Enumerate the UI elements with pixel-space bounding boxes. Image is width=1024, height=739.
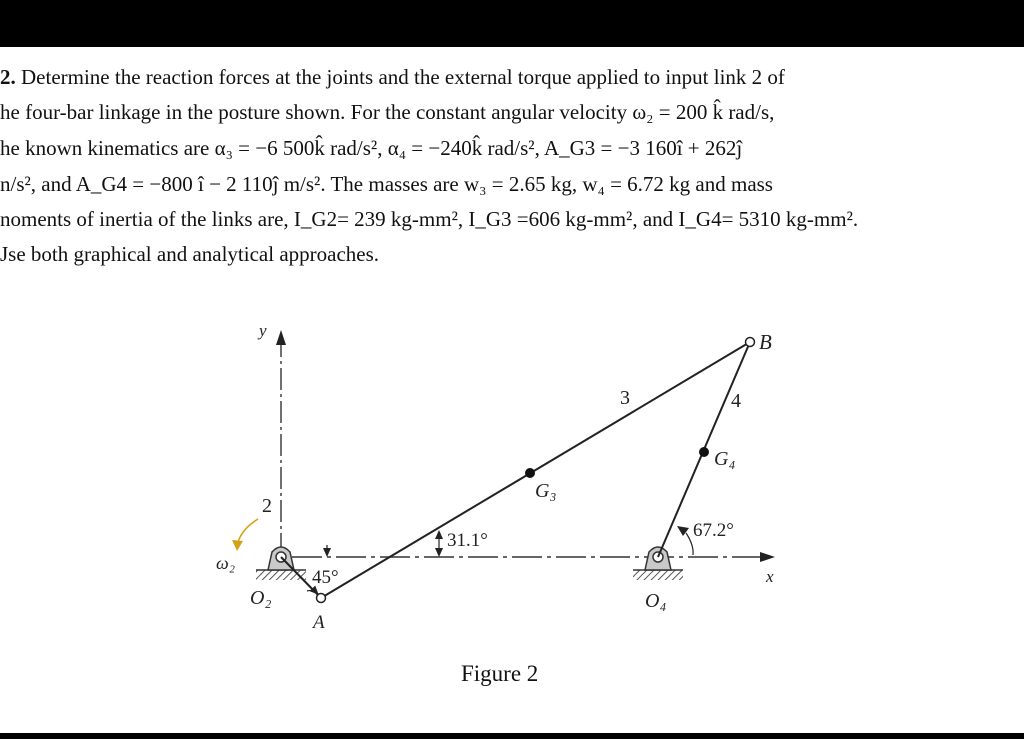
ground-hatch-o4	[633, 570, 683, 580]
label-omega2: ω₂	[216, 553, 235, 573]
center-of-mass-g4	[699, 447, 709, 457]
label-a: A	[313, 612, 325, 633]
problem-text: he known kinematics are α₃ = −6 500k̂ rad/s², α₄ = −240k̂ rad/s², A_G3 = −3 160î + 262ĵ	[0, 136, 743, 160]
label-link-2: 2	[262, 495, 272, 517]
problem-text: Determine the reaction forces at the joints and the external torque applied to input link 2 of	[21, 65, 785, 89]
problem-text: Jse both graphical and analytical approaches.	[0, 242, 380, 266]
label-angle-67: 67.2°	[693, 520, 734, 541]
center-of-mass-g3	[525, 468, 535, 478]
label-g3: G₃	[535, 480, 557, 502]
problem-text: he four-bar linkage in the posture shown. For the constant angular velocity ω₂ = 200 k̂ rad/s,	[0, 100, 775, 124]
question-number: 2.	[0, 65, 16, 89]
y-axis-label: y	[259, 321, 267, 340]
problem-text: n/s², and A_G4 = −800 î − 2 110ĵ m/s². The masses are w₃ = 2.65 kg, w₄ = 6.72 kg and mass	[0, 172, 773, 196]
joint-a	[317, 594, 326, 603]
angle-31-arrowhead-up	[435, 530, 443, 539]
label-o4: O₄	[645, 590, 667, 612]
link-3-coupler	[321, 342, 750, 598]
x-axis-label: x	[766, 567, 774, 586]
bottom-black-band	[0, 733, 1024, 739]
angle-31-arrowhead-down	[435, 548, 443, 557]
label-link-4: 4	[731, 390, 741, 412]
label-angle-31: 31.1°	[447, 530, 488, 551]
figure-caption: Figure 2	[461, 661, 539, 686]
label-link-3: 3	[620, 387, 630, 409]
joint-b	[746, 338, 755, 347]
omega2-arrowhead	[232, 540, 243, 551]
x-axis-arrowhead	[760, 552, 775, 562]
label-o2: O₂	[250, 587, 272, 609]
label-b: B	[759, 330, 772, 354]
y-axis-arrowhead	[276, 330, 286, 345]
label-angle-45: 45°	[312, 567, 339, 588]
problem-text: noments of inertia of the links are, I_G2= 239 kg-mm², I_G3 =606 kg-mm², and I_G4= 5310 kg-mm².	[0, 207, 859, 231]
label-g4: G₄	[714, 448, 736, 470]
